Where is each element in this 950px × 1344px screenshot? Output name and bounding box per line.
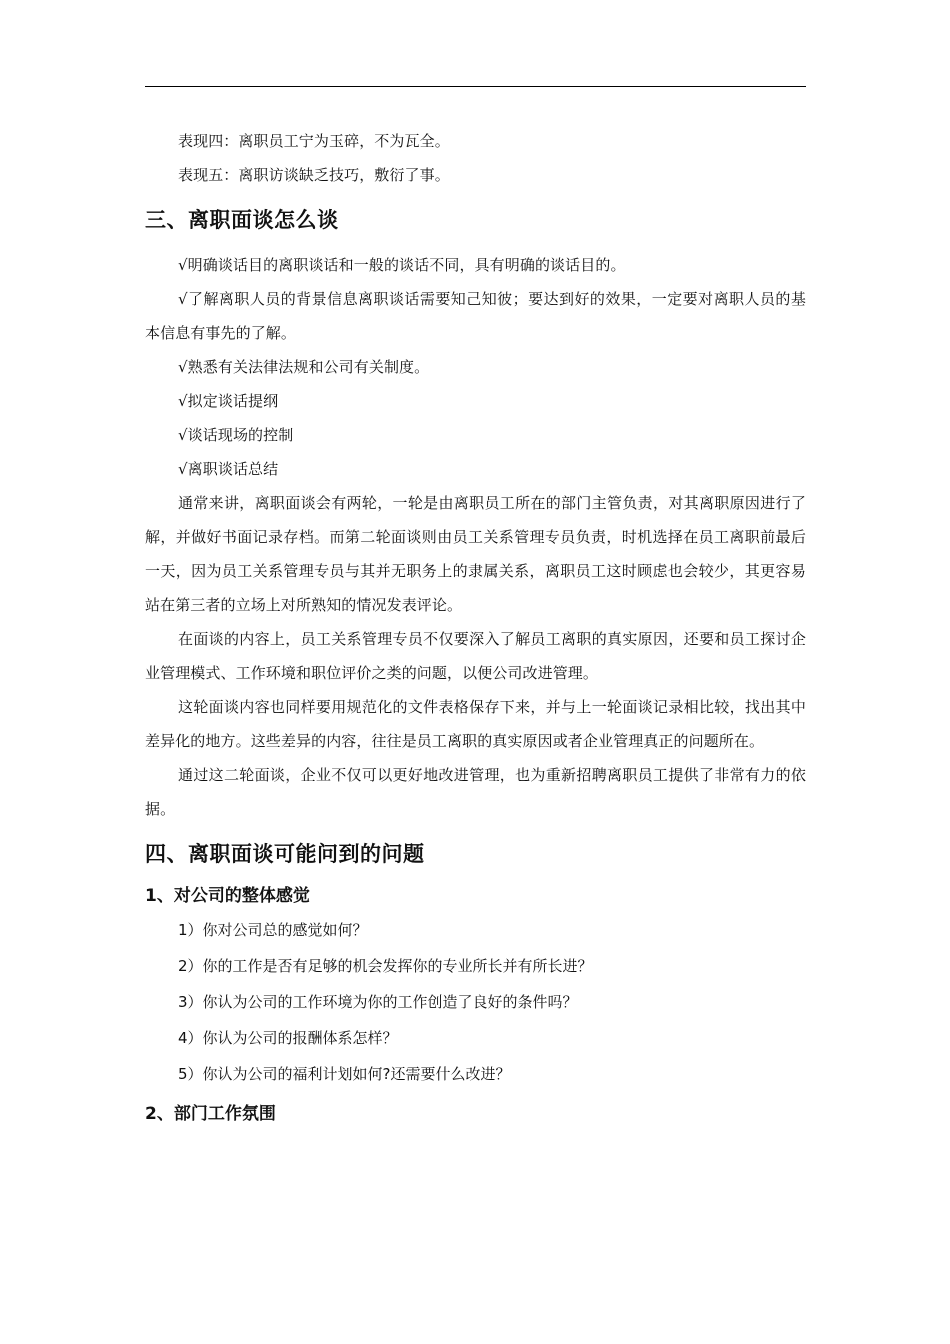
bullet-item: √离职谈话总结 xyxy=(178,460,279,478)
header-rule xyxy=(145,86,806,87)
question-item: 2）你的工作是否有足够的机会发挥你的专业所长并有所长进？ xyxy=(178,957,593,975)
subsection2-heading: 2、部门工作氛围 xyxy=(145,1104,276,1124)
intro-line: 表现四：离职员工宁为玉碎，不为瓦全。 xyxy=(178,132,450,150)
document-body xyxy=(145,124,806,1130)
bullet-item: √熟悉有关法律法规和公司有关制度。 xyxy=(178,358,430,376)
body-paragraph: 通过这二轮面谈，企业不仅可以更好地改进管理，也为重新招聘离职员工提供了非常有力的依据。 xyxy=(145,766,806,818)
bullet-item: √谈话现场的控制 xyxy=(178,426,294,444)
question-item: 3）你认为公司的工作环境为你的工作创造了良好的条件吗？ xyxy=(178,993,578,1011)
question-item: 4）你认为公司的报酬体系怎样？ xyxy=(178,1029,398,1047)
subsection1-heading: 1、对公司的整体感觉 xyxy=(145,886,310,906)
body-paragraph: 这轮面谈内容也同样要用规范化的文件表格保存下来，并与上一轮面谈记录相比较，找出其中差异化的地方。这些差异的内容，往往是员工离职的真实原因或者企业管理真正的问题所在。 xyxy=(145,698,806,750)
question-item: 5）你认为公司的福利计划如何?还需要什么改进？ xyxy=(178,1065,511,1083)
bullet-item: √拟定谈话提纲 xyxy=(178,392,279,410)
section4-heading: 四、离职面谈可能问到的问题 xyxy=(145,842,425,866)
intro-line: 表现五：离职访谈缺乏技巧，敷衍了事。 xyxy=(178,166,450,184)
body-paragraph: 通常来讲，离职面谈会有两轮，一轮是由离职员工所在的部门主管负责，对其离职原因进行了解，并做好书面记录存档。而第二轮面谈则由员工关系管理专员负责，时机选择在员工离职前最后一天，因为员工关系管理专员与其并无职务上的隶属关系，离职员工这时顾虑也会较少，其更容易站在第三者的立场上对所熟知的情况发表评论。 xyxy=(145,494,806,614)
body-paragraph: 在面谈的内容上，员工关系管理专员不仅要深入了解员工离职的真实原因，还要和员工探讨企业管理模式、工作环境和职位评价之类的问题，以便公司改进管理。 xyxy=(145,630,806,682)
question-item: 1）你对公司总的感觉如何？ xyxy=(178,921,368,939)
bullet-item: √明确谈话目的离职谈话和一般的谈话不同，具有明确的谈话目的。 xyxy=(178,256,626,274)
bullet-item: √了解离职人员的背景信息离职谈话需要知己知彼；要达到好的效果，一定要对离职人员的基本信息有事先的了解。 xyxy=(145,290,806,342)
section3-heading: 三、离职面谈怎么谈 xyxy=(145,208,339,232)
